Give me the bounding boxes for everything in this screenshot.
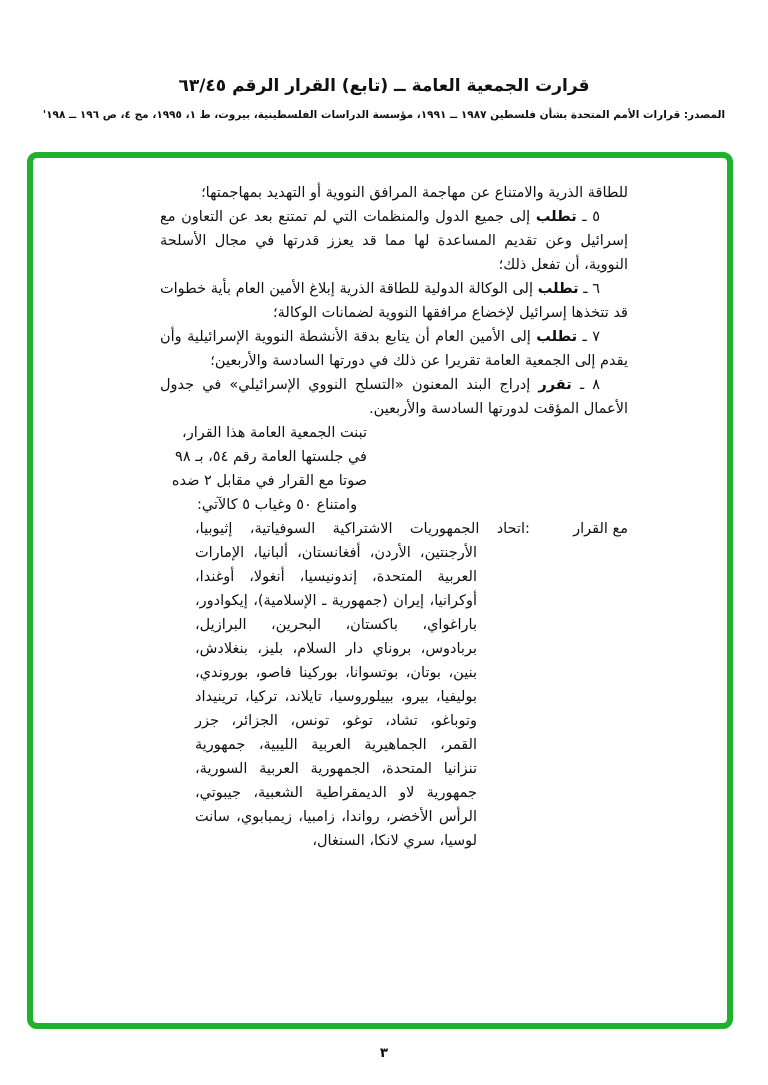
vote-result-label: [525, 517, 628, 541]
paragraph-text: ٨ ـ: [571, 377, 601, 393]
paragraph-text: للطاقة الذرية والامتناع عن مهاجمة المرافق النووية أو التهديد بمهاجمتها؛: [201, 185, 628, 201]
body-paragraph: [160, 373, 628, 421]
document-title: قرارت الجمعية العامة ــ (تابع) القرار الرقم ٦٣/٤٥: [178, 76, 590, 96]
paragraph-bold-verb: تطلب: [535, 209, 577, 225]
paragraph-text: إلى جميع الدول والمنظمات التي لم تمتنع بعد عن التعاون مع إسرائيل وعن تقديم المساعدة لها مما قد يعزز قدرتها في مجال الأسلحة النووية، أن تفعل ذلك؛: [160, 209, 628, 273]
document-body: [160, 181, 628, 853]
body-paragraph: [160, 181, 628, 205]
document-source-line: المصدر: قرارات الأمم المتحدة بشأن فلسطين ١٩٨٧ ــ ١٩٩١، مؤسسة الدراسات الفلسطينية، بيروت، ط ١، ١٩٩٥، مج ٤، ص ١٩٦ ــ ١٩٨': [42, 109, 726, 121]
adoption-note-line: في جلستها العامة رقم ٥٤، بـ ٩٨: [175, 449, 367, 465]
paragraph-text: إلى الوكالة الدولية للطاقة الذرية إبلاغ الأمين العام بأية خطوات قد تتخذها إسرائيل لإخضاع مرافقها النووية لضمانات الوكالة؛: [160, 281, 628, 321]
paragraph-text: إلى الأمين العام أن يتابع بدقة الأنشطة النووية الإسرائيلية وأن يقدم إلى الجمعية العامة تقريرا عن ذلك في دورتها السادسة والأربعين؛: [160, 329, 628, 369]
adoption-note-line: تبنت الجمعية العامة هذا القرار،: [182, 425, 367, 441]
vote-countries-list: اتحاد الجمهوريات الاشتراكية السوفياتية، إثيوبيا، الأرجنتين، الأردن، أفغانستان، ألبانيا، الإمارات العربية المتحدة، إندونيسيا، أنغولا، أوغندا، أوكرانيا، إيران (جمهورية ـ الإسلامية)، إيكوادور، باراغواي، باكستان، البحرين، البرازيل، بربادوس، بروناي دار السلام، بليز، بنغلادش، بنين، بوتان، بوتسوانا، بوركينا فاصو، بوروندي، بوليفيا، بيرو، بييلوروسيا، تايلاند، تركيا، ترينيداد وتوباغو، تشاد، توغو، تونس، الجزائر، جزر القمر، الجماهيرية العربية الليبية، جمهورية تنزانيا المتحدة، الجمهورية العربية السورية، جمهورية لاو الديمقراطية الشعبية، جيبوتي، الرأس الأخضر، رواندا، زامبيا، زيمبابوي، سانت لوسيا، سري لانكا، السنغال،: [195, 521, 525, 849]
paragraph-text: إدراج البند المعنون «التسلح النووي الإسرائيلي» في جدول الأعمال المؤقت لدورتها السادسة والأربعين.: [160, 377, 628, 417]
paragraph-text: ٥ ـ: [576, 209, 600, 225]
adoption-note-line: صوتا مع القرار في مقابل ٢ ضده: [171, 473, 367, 489]
paragraph-text: ٦ ـ: [578, 281, 601, 297]
body-paragraph: [160, 277, 628, 325]
adoption-note: [171, 421, 367, 517]
vote-label-colon: :: [525, 521, 530, 537]
paragraph-bold-verb: تطلب: [537, 281, 579, 297]
adoption-note-line: وامتناع ٥٠ وغياب ٥ كالآتي:: [197, 497, 358, 513]
paragraph-text: ٧ ـ: [577, 329, 600, 345]
page-number: ٣: [379, 1045, 389, 1061]
vote-result-row: [160, 517, 628, 853]
paragraph-bold-verb: تطلب: [536, 329, 578, 345]
vote-label-text: مع القرار: [573, 521, 628, 537]
body-paragraph: [160, 205, 628, 277]
paragraph-bold-verb: تقرر: [538, 377, 572, 393]
body-paragraph: [160, 325, 628, 373]
body-paragraphs: [160, 181, 628, 421]
